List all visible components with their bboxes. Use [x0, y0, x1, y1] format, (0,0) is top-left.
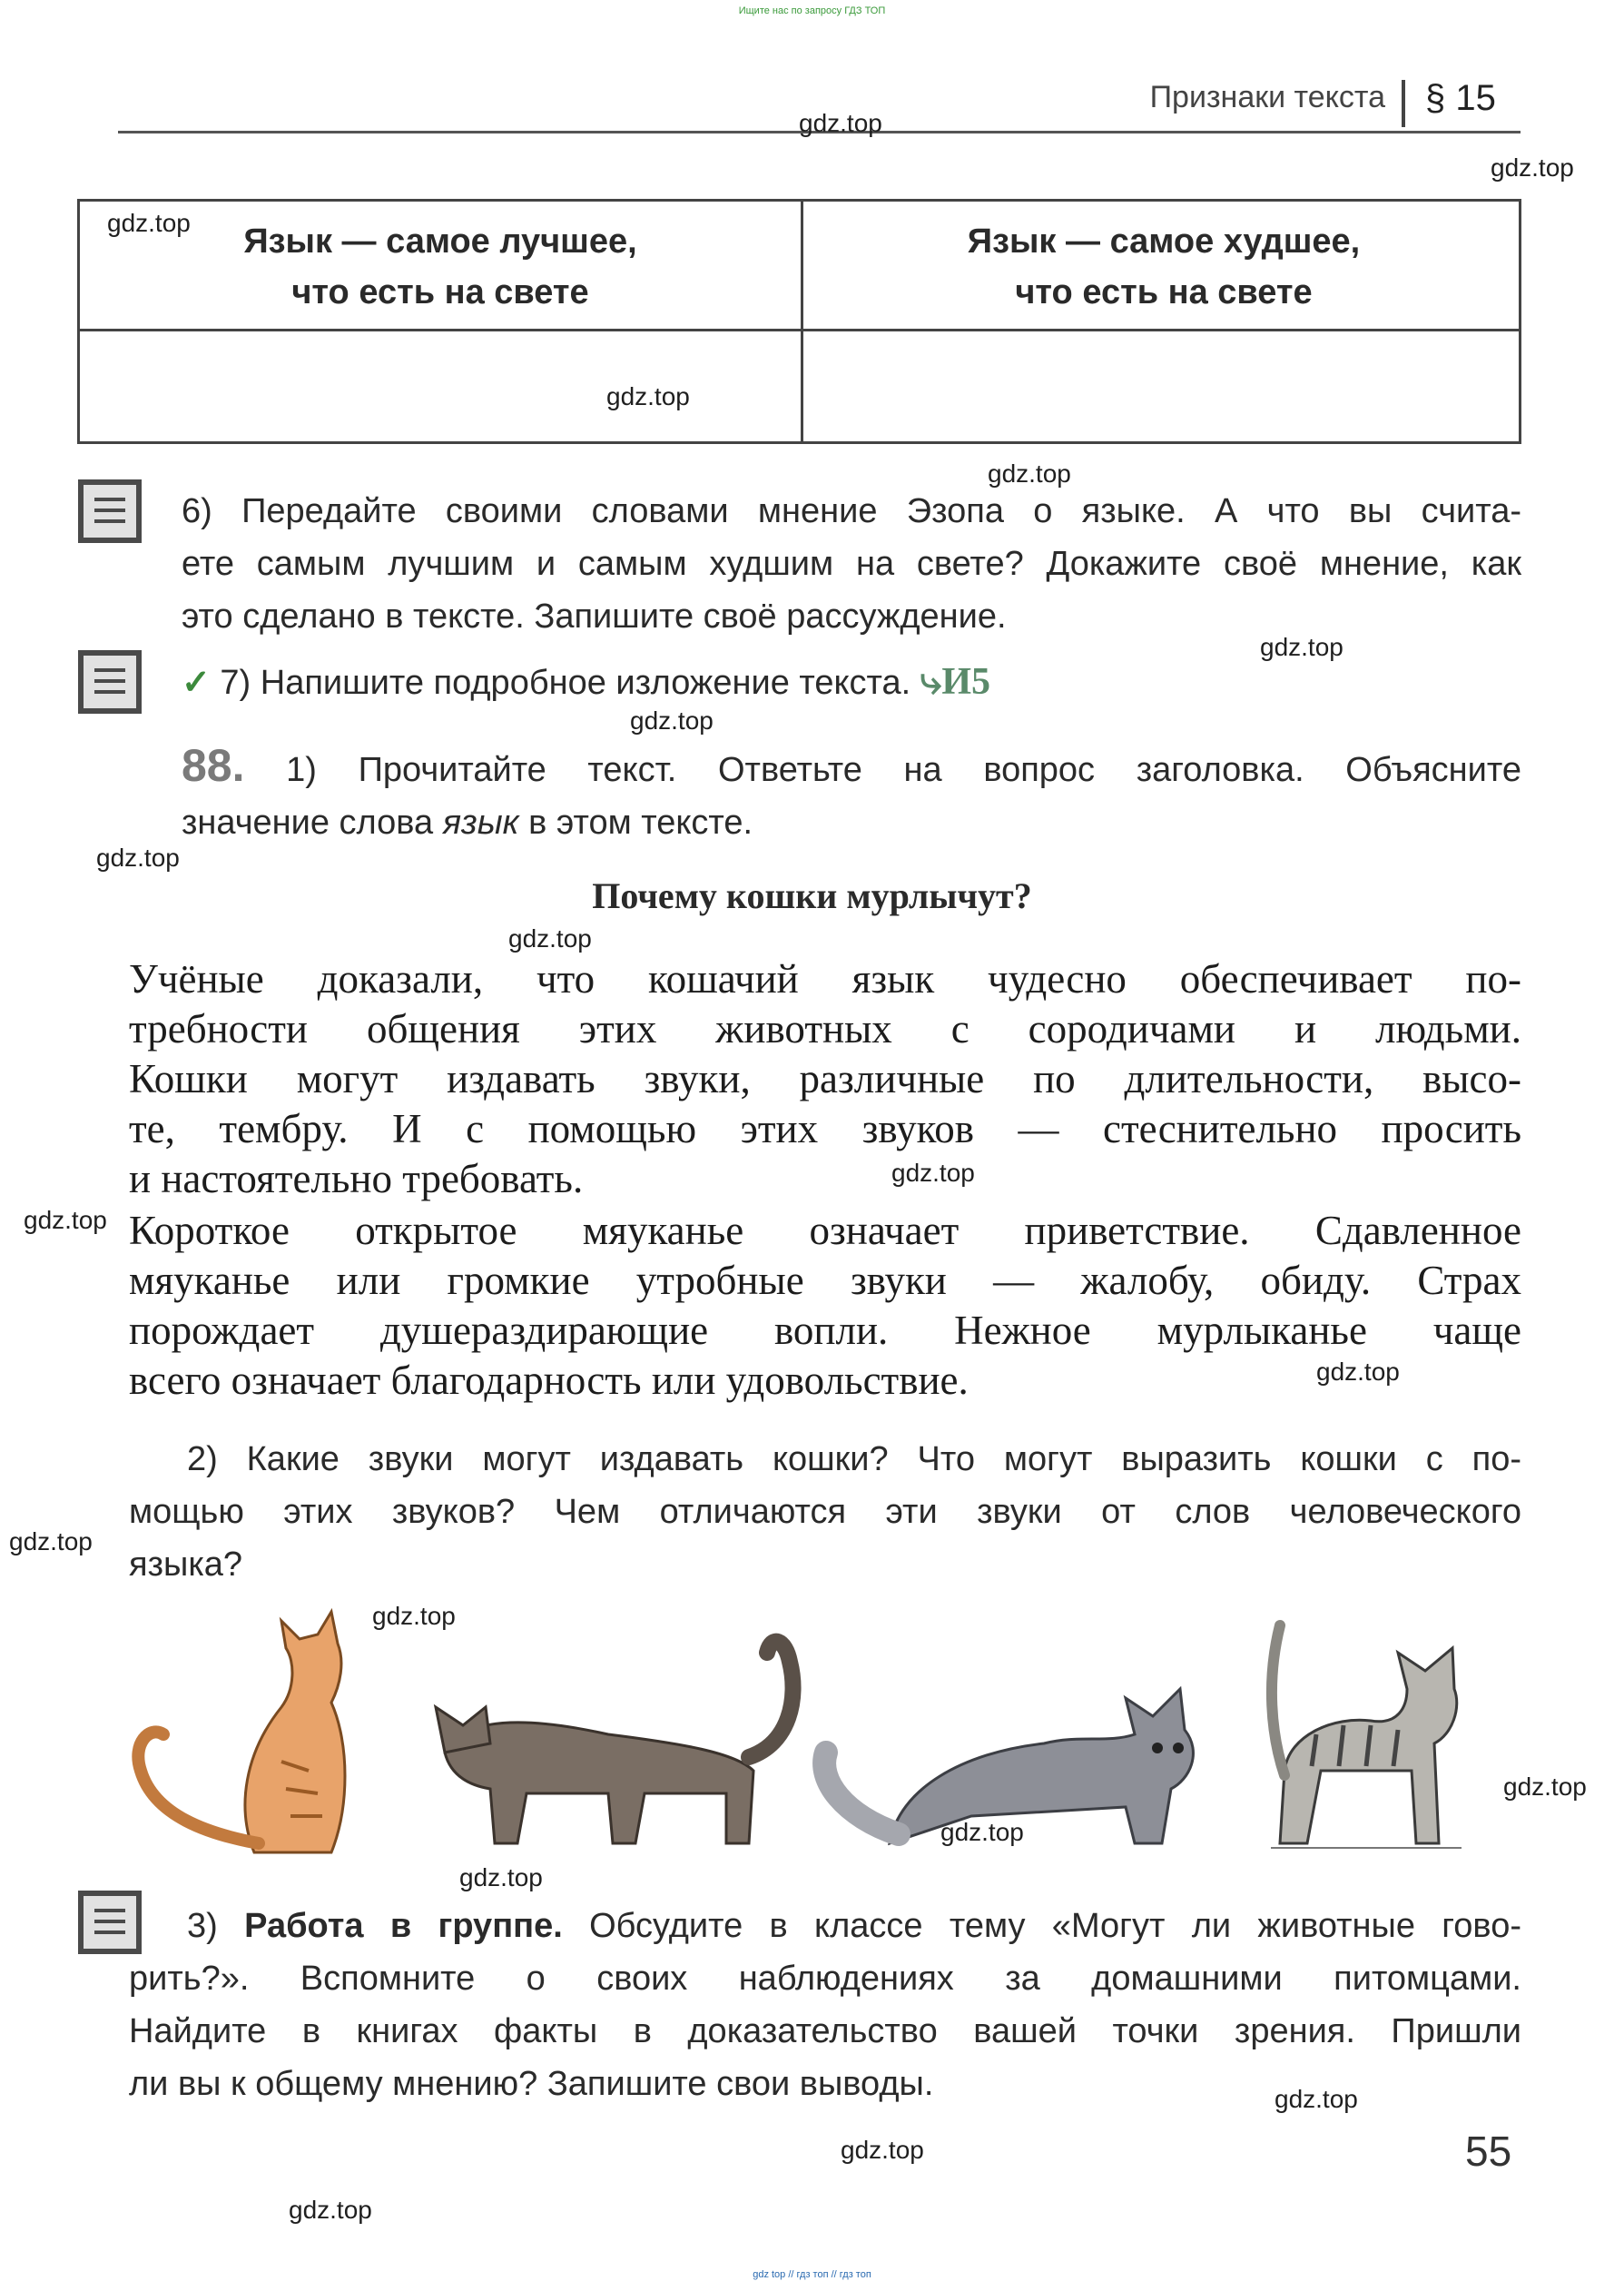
table-divider-horizontal [80, 329, 1519, 331]
watermark: gdz.top [372, 1602, 456, 1630]
exercise-text: значение слова [182, 804, 443, 842]
header-separator [1402, 80, 1405, 127]
story-line: Кошки могут издавать звуки, различные по длительности, высо- [129, 1056, 1521, 1101]
task-3 [129, 1900, 1521, 2110]
exercise-text: в этом тексте. [518, 804, 753, 842]
task-bold-label: Работа в группе. [244, 1907, 563, 1945]
watermark: gdz.top [841, 2136, 924, 2164]
story-line: Учёные доказали, что кошачий язык чудесно обеспечивает по- [129, 956, 1521, 1002]
tabby-cat [436, 1642, 793, 1843]
emphasized-word: язык [442, 804, 519, 842]
task-num: 3) [187, 1907, 245, 1945]
story-line: мяуканье или громкие утробные звуки — жалобу, обиду. Страх [129, 1258, 1521, 1303]
story-title: Почему кошки мурлычут? [592, 875, 1032, 916]
story-paragraph-1 [129, 954, 1521, 1204]
watermark: gdz.top [606, 382, 690, 410]
watermark: gdz.top [940, 1818, 1024, 1846]
table-header-line: что есть на свете [1015, 273, 1313, 311]
task-line: 2) Какие звуки могут издавать кошки? Что могут выразить кошки с по- [187, 1440, 1521, 1478]
watermark: gdz.top [459, 1863, 543, 1891]
striped-cat [1271, 1625, 1462, 1848]
task-line [129, 1900, 1521, 1952]
watermark: gdz.top [988, 459, 1071, 488]
cats-illustration [100, 1598, 1552, 1861]
task-line: мощью этих звуков? Чем отличаются эти звуки от слов человеческого [129, 1493, 1521, 1531]
task-2 [129, 1433, 1521, 1591]
watermark: gdz.top [1503, 1773, 1587, 1801]
task-line: рить?». Вспомните о своих наблюдениях за домашними питомцами. [129, 1960, 1521, 1998]
task-text: Обсудите в классе тему «Могут ли животные гово- [562, 1907, 1521, 1945]
story-line: порождает душераздирающие вопли. Нежное мурлыканье чаще [129, 1308, 1521, 1353]
story-paragraph-2 [129, 1206, 1521, 1406]
exercise-line [182, 796, 1521, 849]
write-task-icon [78, 650, 142, 714]
table-header-line: Язык — самое лучшее, [243, 222, 637, 261]
bottom-banner: gdz top // гдз топ // гдз топ [753, 2269, 871, 2280]
story-line: Короткое открытое мяуканье означает приветствие. Сдавленное [129, 1208, 1521, 1253]
task-7-text: 7) Напишите подробное изложение текста. [220, 664, 911, 702]
task-line: это сделано в тексте. Запишите своё рассуждение. [182, 597, 1007, 636]
story-line: и настоятельно требовать. [129, 1156, 584, 1201]
story-line: те, тембру. И с помощью этих звуков — стеснительно просить [129, 1106, 1521, 1151]
watermark: gdz.top [1316, 1358, 1400, 1386]
watermark: gdz.top [1491, 153, 1574, 182]
watermark: gdz.top [9, 1527, 93, 1555]
watermark: gdz.top [96, 844, 180, 872]
watermark: gdz.top [630, 706, 714, 735]
exercise-number: 88. [182, 740, 245, 791]
running-header-title: Признаки текста [1149, 80, 1385, 114]
watermark: gdz.top [891, 1159, 975, 1187]
watermark: gdz.top [107, 209, 191, 237]
ginger-cat [138, 1612, 345, 1852]
watermark: gdz.top [289, 2196, 372, 2224]
table-header-worst [803, 216, 1524, 318]
watermark: gdz.top [508, 924, 592, 953]
story-line: всего означает благодарность или удовольствие. [129, 1358, 969, 1403]
task-line: ете самым лучшим и самым худшим на свете? Докажите своё мнение, как [182, 545, 1521, 583]
table-header-line: что есть на свете [291, 273, 589, 311]
check-icon: ✓ [182, 664, 211, 702]
opinion-table [77, 199, 1521, 444]
watermark: gdz.top [1275, 2085, 1358, 2113]
exercise-88 [182, 739, 1521, 849]
exposition-ref: И5 [941, 661, 990, 703]
exercise-text: 1) Прочитайте текст. Ответьте на вопрос заголовка. Объясните [286, 751, 1521, 789]
task-7 [182, 656, 1362, 709]
watermark: gdz.top [1260, 633, 1343, 661]
watermark: gdz.top [24, 1206, 107, 1234]
table-header-line: Язык — самое худшее, [967, 222, 1361, 261]
task-6 [182, 485, 1521, 643]
watermark: gdz.top [799, 109, 882, 137]
page-number: 55 [1465, 2128, 1512, 2175]
task-line: ли вы к общему мнению? Запишите свои выводы. [129, 2065, 934, 2103]
task-line: языка? [129, 1545, 243, 1584]
grey-kitten [824, 1689, 1193, 1843]
table-header-best [80, 216, 801, 318]
exercise-line [182, 739, 1521, 796]
top-banner: Ищите нас по запросу ГДЗ ТОП [738, 5, 886, 16]
section-number: § 15 [1425, 78, 1496, 118]
story-line: требности общения этих животных с сородичами и людьми. [129, 1006, 1521, 1052]
exposition-ref-icon: ⤷ [920, 661, 942, 703]
task-line: 6) Передайте своими словами мнение Эзопа о языке. А что вы счита- [182, 492, 1521, 530]
write-task-icon [78, 479, 142, 543]
task-line: Найдите в книгах факты в доказательство вашей точки зрения. Пришли [129, 2012, 1521, 2050]
